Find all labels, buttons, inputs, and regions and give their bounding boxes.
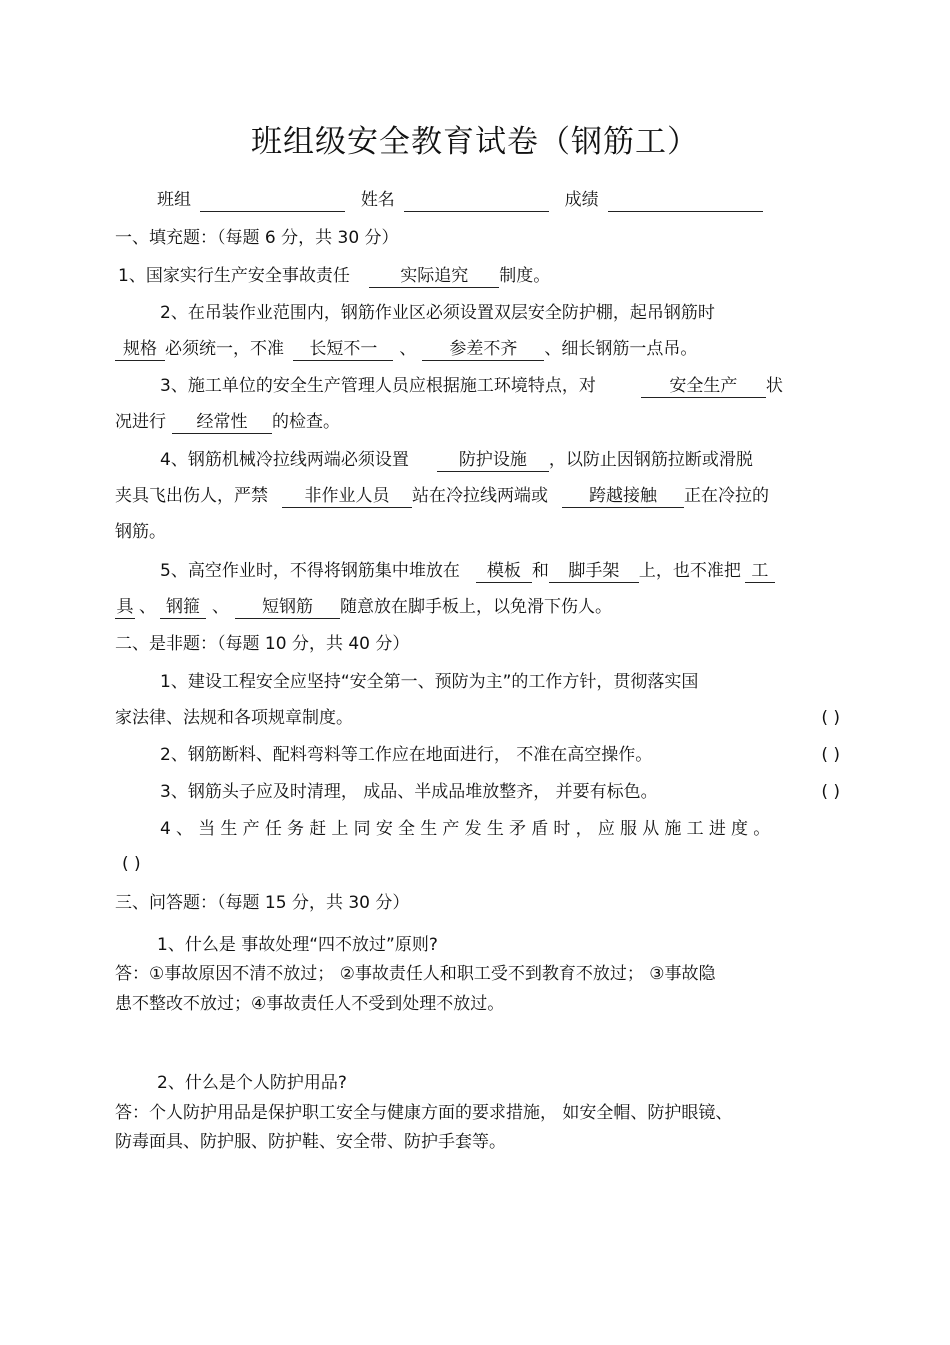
q1-4-line2 xyxy=(115,484,840,508)
q2-3-text: 3、钢筋头子应及时清理， 成品、半成品堆放整齐， 并要有标色。 xyxy=(160,782,658,802)
q2-1-text: 家法律、法规和各项规章制度。 xyxy=(115,708,353,728)
q1-3-line2 xyxy=(115,410,840,434)
q1-2-text-3: 、细长钢筋一点吊。 xyxy=(544,339,698,359)
q3-1-answer-line1: 答：①事故原因不清不放过； ②事故责任人和职工受不到教育不放过； ③事故隐 xyxy=(115,964,716,984)
class-field[interactable] xyxy=(200,191,345,212)
q3-1-question: 1、什么是 事故处理“四不放过”原则? xyxy=(157,935,438,955)
q2-2 xyxy=(160,743,840,767)
q2-3 xyxy=(160,780,840,804)
q3-2-answer-line1: 答：个人防护用品是保护职工安全与健康方面的要求措施， 如安全帽、防护眼镜、 xyxy=(115,1103,733,1123)
q1-1 xyxy=(118,264,843,288)
q2-1-line1: 1、建设工程安全应坚持“安全第一、预防为主”的工作方针，贯彻落实国 xyxy=(160,672,699,692)
q1-3-text-2: 状 xyxy=(765,376,783,396)
q2-2-text: 2、钢筋断料、配料弯料等工作应在地面进行， 不准在高空操作。 xyxy=(160,745,653,765)
q1-3-text-1: 3、施工单位的安全生产管理人员应根据施工环境特点，对 xyxy=(160,376,596,396)
score-field[interactable] xyxy=(608,191,763,212)
page-title: 班组级安全教育试卷（钢筋工） xyxy=(251,124,699,160)
q1-5-text-5: 、 xyxy=(212,597,229,617)
q1-5-text-2: 和 xyxy=(531,561,549,581)
q2-3-answer-box[interactable]: ( ) xyxy=(821,782,840,802)
q1-1-text: 1、国家实行生产安全事故责任 xyxy=(118,266,350,286)
header-fields xyxy=(157,188,882,212)
q1-5-line1 xyxy=(160,559,840,583)
q1-5-text-6: 随意放在脚手板上，以免滑下伤人。 xyxy=(340,597,612,617)
q1-4-text-3: 夹具飞出伤人，严禁 xyxy=(115,486,268,506)
q1-5-text-3: 上，也不准把 xyxy=(638,561,741,581)
q2-1-answer-box[interactable]: ( ) xyxy=(821,708,840,728)
q1-4-answer-1: 防护设施 xyxy=(437,449,549,472)
q1-2-text-1: 必须统一，不准 xyxy=(165,339,284,359)
section-1-heading: 一、填充题：（每题 6 分，共 30 分） xyxy=(115,228,399,248)
q1-5-answer-5: 短钢筋 xyxy=(235,596,340,619)
q2-4-text: 4、当生产任务赶上同安全生产发生矛盾时，应服从施工进度。 xyxy=(160,819,776,839)
q2-4-answer-box[interactable]: ( ) xyxy=(122,854,141,874)
q1-2-line1: 2、在吊装作业范围内，钢筋作业区必须设置双层安全防护棚，起吊钢筋时 xyxy=(160,303,715,323)
q1-2-line2 xyxy=(115,337,840,361)
q1-4-text-4: 站在冷拉线两端或 xyxy=(412,486,548,506)
q1-3-text-4: 的检查。 xyxy=(272,412,340,432)
q1-3-answer-1: 安全生产 xyxy=(641,375,766,398)
q1-4-line3: 钢筋。 xyxy=(115,522,166,542)
q1-1-answer: 实际追究 xyxy=(369,265,499,288)
class-label: 班组 xyxy=(157,190,191,210)
q1-5-answer-1: 模板 xyxy=(476,560,532,583)
q3-2-question: 2、什么是个人防护用品? xyxy=(157,1073,347,1093)
q1-3-text-3: 况进行 xyxy=(115,412,166,432)
q3-1-answer-line2: 患不整改不放过；④事故责任人不受到处理不放过。 xyxy=(115,994,505,1014)
q2-1-line2 xyxy=(115,706,840,730)
q3-2-answer-line2: 防毒面具、防护服、防护鞋、安全带、防护手套等。 xyxy=(115,1132,506,1152)
q1-1-tail: 制度。 xyxy=(499,266,551,286)
q1-4-answer-2: 非作业人员 xyxy=(282,485,412,508)
section-3-heading: 三、问答题：（每题 15 分，共 30 分） xyxy=(115,893,410,913)
q1-5-answer-4: 钢箍 xyxy=(160,596,206,619)
q1-4-text-2: ，以防止因钢筋拉断或滑脱 xyxy=(548,450,753,470)
name-label: 姓名 xyxy=(360,190,395,210)
score-label: 成绩 xyxy=(564,190,599,210)
q1-4-line1 xyxy=(160,448,840,472)
q1-2-answer-3: 参差不齐 xyxy=(422,338,544,361)
q1-5-text-1: 5、高空作业时，不得将钢筋集中堆放在 xyxy=(160,561,460,581)
q1-5-answer-3b: 具 xyxy=(116,597,134,617)
q1-5-answer-2: 脚手架 xyxy=(549,560,639,583)
q1-4-text-5: 正在冷拉的 xyxy=(684,486,769,506)
name-field[interactable] xyxy=(404,191,549,212)
q1-5-answer-3a: 工 xyxy=(745,560,775,583)
q1-2-text-2: 、 xyxy=(399,339,417,359)
q1-3-answer-2: 经常性 xyxy=(172,411,272,434)
section-2-heading: 二、是非题：（每题 10 分，共 40 分） xyxy=(115,634,410,654)
q1-3-line1 xyxy=(160,374,840,398)
q1-5-line2 xyxy=(115,595,840,619)
q1-2-answer-2: 长短不一 xyxy=(293,338,393,361)
q1-4-answer-3: 跨越接触 xyxy=(562,485,684,508)
q1-5-text-4: 、 xyxy=(139,597,156,617)
q1-4-text-1: 4、钢筋机械冷拉线两端必须设置 xyxy=(160,450,409,470)
q1-2-answer-1: 规格 xyxy=(115,338,165,361)
q2-2-answer-box[interactable]: ( ) xyxy=(821,745,840,765)
